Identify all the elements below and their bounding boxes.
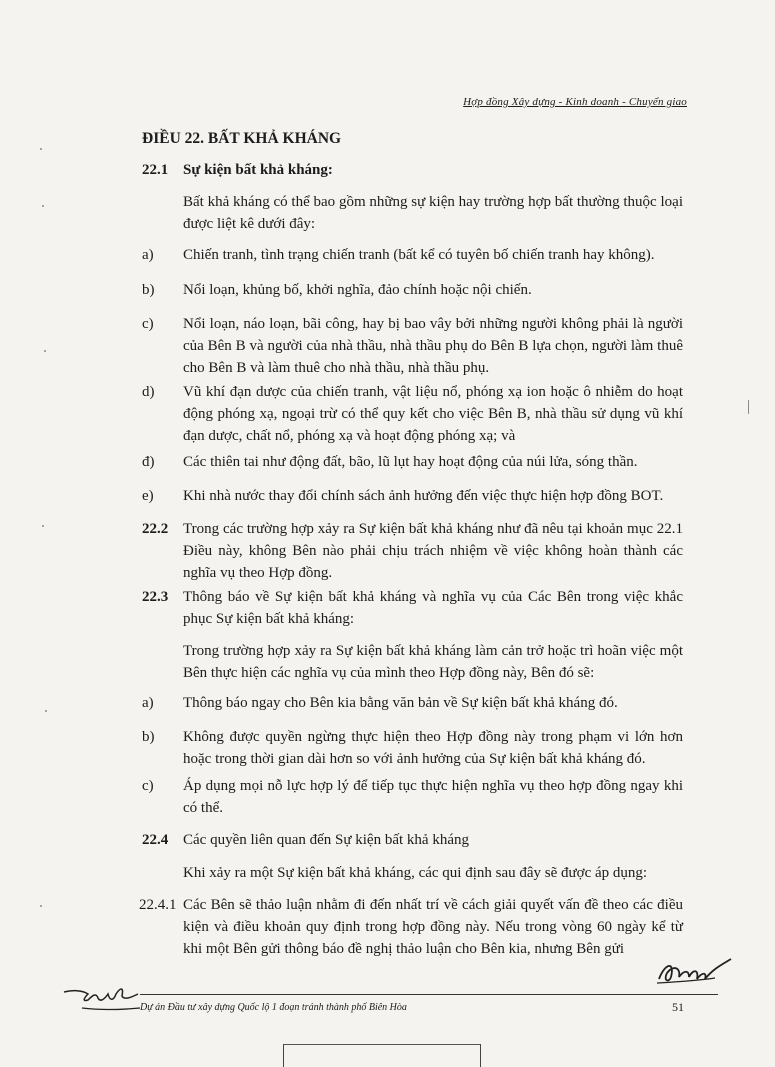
list-label: đ) [142,454,155,470]
list-text: Các thiên tai như động đất, bão, lũ lụt hay hoạt động của núi lửa, sóng thần. [183,454,638,470]
list-text: Nổi loạn, khủng bố, khởi nghĩa, đảo chính hoặc nội chiến. [183,282,532,298]
page-number: 51 [672,1000,684,1014]
scan-speck [40,905,42,907]
list-label: b) [142,282,155,298]
subsection-text: Các Bên sẽ thảo luận nhằm đi đến nhất trí về cách giải quyết vấn đề theo các điều kiện và điều khoản quy định trong hợp đồng này. Nếu trong vòng 60 ngày kể từ khi một Bên gửi thông báo đề nghị thảo luận cho Bên kia, nhưng Bên gửi [183,897,683,957]
section-text: Các quyền liên quan đến Sự kiện bất khả kháng [183,832,469,848]
section-number: 22.1 [142,162,169,178]
list-label: e) [142,488,154,504]
list-text: Thông báo ngay cho Bên kia bằng văn bản về Sự kiện bất khả kháng đó. [183,695,618,711]
list-text: Không được quyền ngừng thực hiện theo Hợp đồng này trong phạm vi lớn hơn hoặc trong thời gian dài hơn so với ảnh hưởng của Sự kiện bất khả kháng đó. [183,729,683,767]
signature-initials-right [655,955,735,987]
list-label: b) [142,729,155,745]
scan-speck [42,205,44,207]
list-label: c) [142,778,154,794]
list-text: Chiến tranh, tình trạng chiến tranh (bất kể có tuyên bố chiến tranh hay không). [183,247,655,263]
section-number: 22.2 [142,521,169,537]
section-text: Trong các trường hợp xảy ra Sự kiện bất khả kháng như đã nêu tại khoản mục 22.1 Điều này, không Bên nào phải chịu trách nhiệm về việc không hoàn thành các nghĩa vụ theo Hợp đồng. [183,521,683,581]
section-number: 22.4 [142,832,169,848]
running-header: Hợp đồng Xây dựng - Kinh doanh - Chuyển giao [463,96,687,108]
section-number: 22.3 [142,589,169,605]
list-text: Nổi loạn, náo loạn, bãi công, hay bị bao vây bởi những người không phải là người của Bên B và người của nhà thầu, nhà thầu phụ do Bên B lựa chọn, người làm thuê cho Bên B và làm thuê cho nhà thầu, nhà thầu phụ. [183,316,683,376]
section-22-4-intro: Khi xảy ra một Sự kiện bất khả kháng, các qui định sau đây sẽ được áp dụng: [183,865,648,881]
list-text: Khi nhà nước thay đổi chính sách ảnh hưởng đến việc thực hiện hợp đồng BOT. [183,488,664,504]
list-label: d) [142,384,155,400]
scan-speck [44,350,46,352]
list-label: c) [142,316,154,332]
section-text: Thông báo về Sự kiện bất khả kháng và nghĩa vụ của Các Bên trong việc khắc phục Sự kiện bất khả kháng: [183,589,683,627]
scan-speck [45,710,47,712]
section-title: Sự kiện bất khả kháng: [183,162,333,178]
section-22-1-heading [142,162,333,179]
subsection-number: 22.4.1 [139,897,177,913]
list-text: Vũ khí đạn dược của chiến tranh, vật liệu nổ, phóng xạ ion hoặc ô nhiễm do hoạt động phóng xạ, ngoại trừ có thể quy kết cho việc Bên B, nhà thầu sử dụng vũ khí đạn dược, chất nổ, phóng xạ và hoạt động phóng xạ; và [183,384,683,444]
footer-project-name: Dự án Đầu tư xây dựng Quốc lộ 1 đoạn tránh thành phố Biên Hòa [140,1002,407,1013]
scan-speck [40,148,42,150]
article-title: ĐIỀU 22. BẤT KHẢ KHÁNG [142,130,342,147]
section-22-3-intro: Trong trường hợp xảy ra Sự kiện bất khả kháng làm cản trở hoặc trì hoãn việc một Bên thực hiện các nghĩa vụ của mình theo Hợp đồng này, Bên đó sẽ: [183,643,683,681]
list-label: a) [142,695,154,711]
list-label: a) [142,247,154,263]
footer-rule [140,994,718,995]
section-22-1-intro: Bất khả kháng có thể bao gồm những sự kiện hay trường hợp bất thường thuộc loại được liệt kê dưới đây: [183,194,683,232]
scan-speck [42,525,44,527]
scan-speck [748,400,749,414]
list-text: Áp dụng mọi nỗ lực hợp lý để tiếp tục thực hiện nghĩa vụ theo hợp đồng ngay khi có thể. [183,778,683,816]
